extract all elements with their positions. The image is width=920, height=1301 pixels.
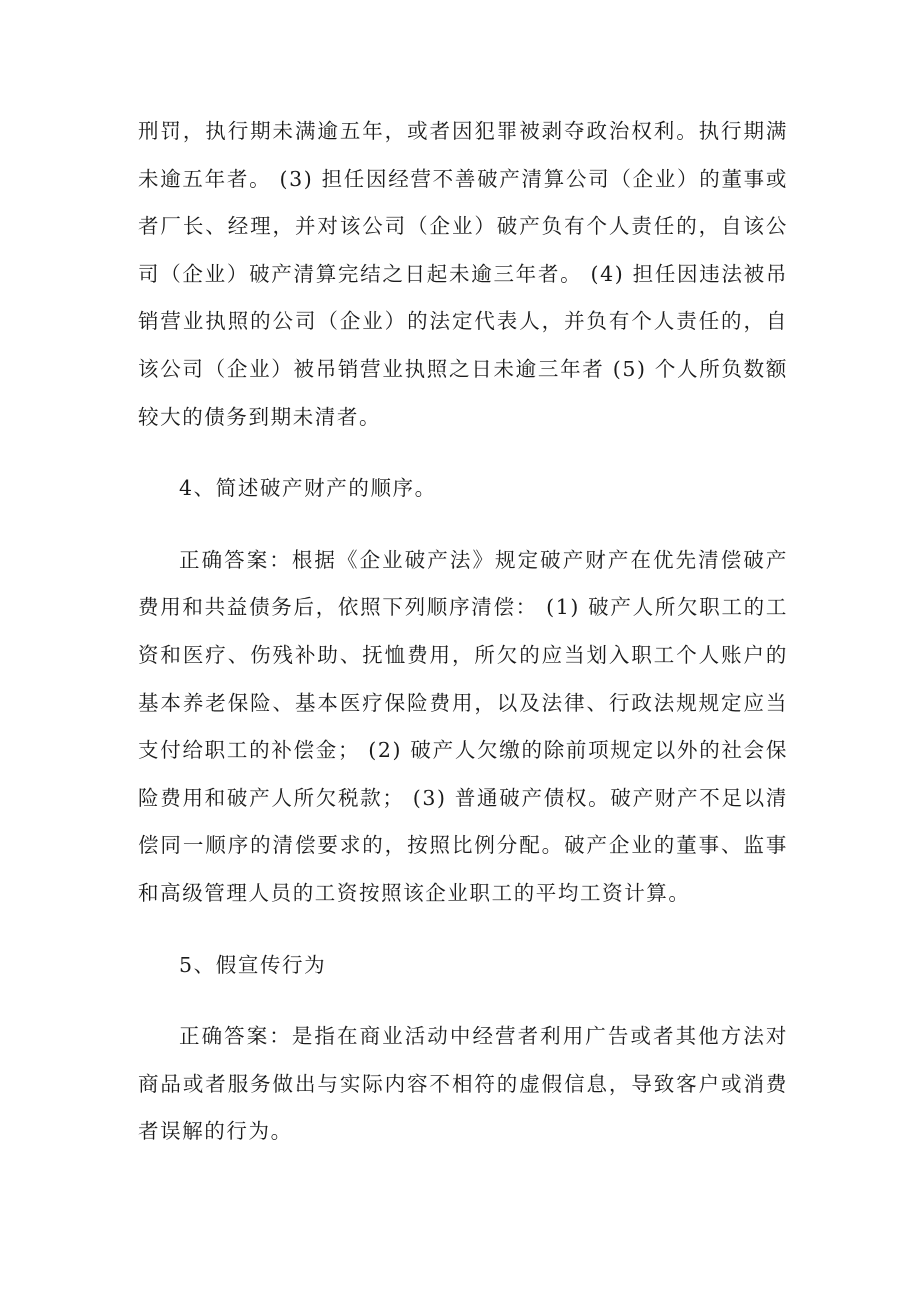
answer-paragraph-4: 正确答案：根据《企业破产法》规定破产财产在优先清偿破产费用和共益债务后，依照下列顺序清偿： (1) 破产人所欠职工的工资和医疗、伤残补助、抚恤费用，所欠的应当划入职工个人账户的基本养老保险、基本医疗保险费用，以及法律、行政法规规定应当支付给职工的补偿金； (2) 破产人欠缴的除前项规定以外的社会保险费用和破产人所欠税款； (3) 普通破产债权。破产财产不足以清偿同一顺序的清偿要求的，按照比例分配。破产企业的董事、监事和高级管理人员的工资按照该企业职工的平均工资计算。 [138,547,788,905]
paragraph-continuation: 刑罚，执行期未满逾五年，或者因犯罪被剥夺政治权利。执行期满未逾五年者。 (3) 担任因经营不善破产清算公司（企业）的董事或者厂长、经理，并对该公司（企业）破产负有个人责任的，自该公司（企业）破产清算完结之日起未逾三年者。 (4) 担任因违法被吊销营业执照的公司（企业）的法定代表人，并负有个人责任的，自该公司（企业）被吊销营业执照之日未逾三年者 (5) 个人所负数额较大的债务到期未清者。 [138,119,788,429]
question-heading-4: 4、简述破产财产的顺序。 [179,476,437,501]
answer-paragraph-5: 正确答案：是指在商业活动中经营者利用广告或者其他方法对商品或者服务做出与实际内容不相符的虚假信息，导致客户或消费者误解的行为。 [138,1024,788,1144]
question-heading-5: 5、假宣传行为 [179,952,327,977]
document-body [138,108,788,1156]
